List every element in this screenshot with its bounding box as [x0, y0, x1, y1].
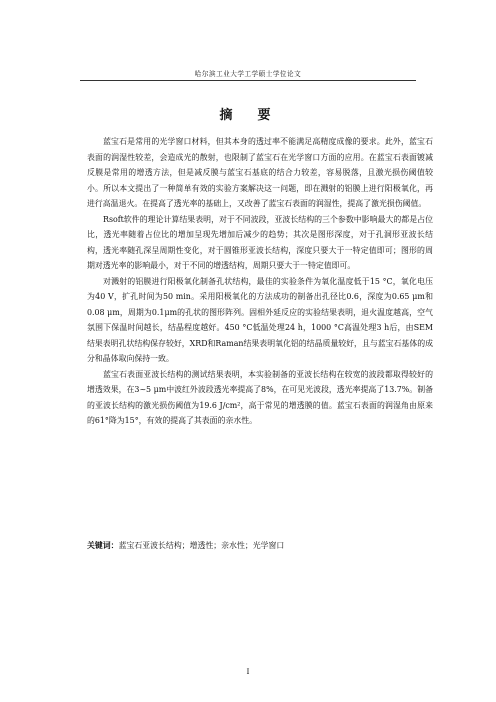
abstract-title: 摘 要 — [219, 108, 277, 123]
page-number: I — [246, 667, 250, 676]
running-header: 哈尔滨工业大学工学硕士学位论文 — [194, 70, 302, 78]
abstract-paragraph-4: 蓝宝石表面亚波长结构的测试结果表明，本实验制备的亚波长结构在较宽的波段都取得较好的增透效果，在3~5 μm中波红外波段透光率提高了8%，在可见光波段，透光率提高了13.7%。制备的亚波长结构的激光损伤阈值为19.6 J/cm²，高于常见的增透膜的值。蓝宝石表面的润湿角由原来的61°降为15°，有效的提高了其表面的亲水性。 — [87, 369, 433, 425]
keywords-text: 蓝宝石亚波长结构；增透性；亲水性；光学窗口 — [118, 541, 285, 550]
abstract-paragraph-1: 蓝宝石是常用的光学窗口材料，但其本身的透过率不能满足高精度成像的要求。此外，蓝宝石表面的润湿性较差，会造成光的散射，也限制了蓝宝石在光学窗口方面的应用。在蓝宝石表面镀减反膜是常用的增透方法，但是减反膜与蓝宝石基底的结合力较差，容易脱落，且激光损伤阈值较小。所以本文提出了一种简单有效的实验方案解决这一问题，即在溅射的铝膜上进行阳极氧化，再进行高温退火。在提高了透光率的基础上，又改善了蓝宝石表面的润湿性，提高了激光损伤阈值。 — [87, 137, 433, 208]
keywords-line — [87, 540, 433, 551]
abstract-body — [87, 134, 433, 429]
keywords-label: 关键词： — [87, 541, 119, 550]
abstract-paragraph-2: Rsoft软件的理论计算结果表明，对于不同波段，亚波长结构的三个参数中影响最大的都是占位比，透光率随着占位比的增加呈现先增加后减少的趋势；其次是图形深度，对于孔洞形亚波长结构，透光率随孔深呈周期性变化，对于圆锥形亚波长结构，深度只要大于一特定值即可；图形的周期对透光率的影响最小，对于不同的增透结构，周期只要大于一特定值即可。 — [87, 214, 433, 270]
abstract-paragraph-3: 对溅射的铝膜进行阳极氧化制备孔状结构，最佳的实验条件为氧化温度低于15 °C，氧化电压为40 V，扩孔时间为50 min。采用阳极氧化的方法成功的制备出孔径比0.6，深度为0.65 μm和0.08 μm，周期为0.1μm的孔状的图形阵列。固相外延反应的实验结果表明，退火温度越高，空气氛围下保温时间越长，结晶程度越好。450 °C低温处理24 h，1000 °C高温处理3 h后，由SEM结果表明孔状结构保存较好，XRD和Raman结果表明氧化铝的结晶质量较好，且与蓝宝石基体的成分和晶体取向保持一致。 — [87, 276, 433, 363]
header-rule — [80, 80, 416, 81]
